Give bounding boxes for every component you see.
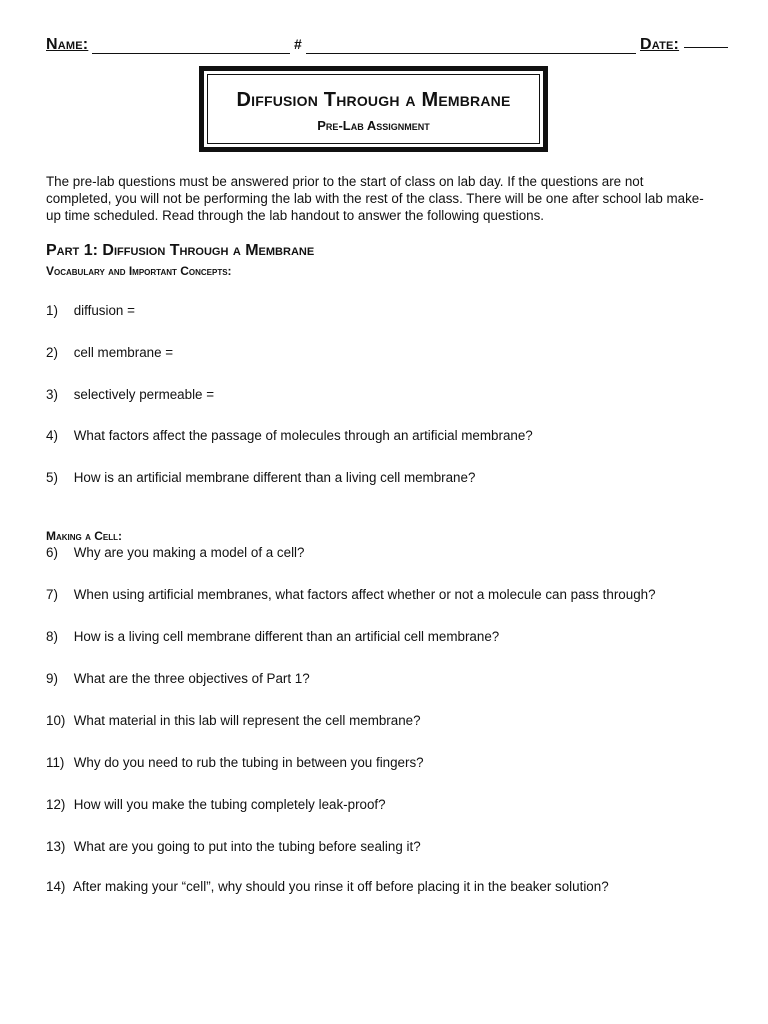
question-number: 13)	[46, 839, 66, 854]
question-item	[46, 879, 609, 894]
question-number: 14)	[46, 879, 66, 894]
question-number: 12)	[46, 797, 66, 812]
question-number: 2)	[46, 345, 58, 360]
question-item	[46, 713, 421, 728]
question-item	[46, 470, 475, 485]
date-label: Date:	[640, 36, 680, 53]
part1-title: Part 1: Diffusion Through a Membrane	[46, 242, 315, 259]
number-label: #	[294, 36, 302, 52]
question-item	[46, 345, 173, 360]
question-number: 4)	[46, 428, 58, 443]
name-label: Name:	[46, 36, 89, 53]
page-subtitle: Pre-Lab Assignment	[317, 118, 430, 133]
question-text: How is an artificial membrane different than a living cell membrane?	[73, 470, 476, 485]
question-number: 6)	[46, 545, 58, 560]
question-number: 11)	[46, 755, 65, 770]
question-text: What factors affect the passage of molecules through an artificial membrane?	[73, 428, 533, 443]
question-text: Why do you need to rub the tubing in between you fingers?	[73, 755, 424, 770]
date-line	[684, 47, 728, 48]
page-title: Diffusion Through a Membrane	[236, 89, 511, 111]
question-item	[46, 428, 533, 443]
question-item	[46, 629, 499, 644]
question-item	[46, 387, 214, 402]
question-text: How will you make the tubing completely leak-proof?	[73, 797, 386, 812]
question-item	[46, 545, 304, 560]
question-text: diffusion =	[73, 303, 135, 318]
question-item	[46, 797, 386, 812]
question-number: 9)	[46, 671, 58, 686]
question-text: selectively permeable =	[73, 387, 215, 402]
question-number: 3)	[46, 387, 58, 402]
title-box	[199, 66, 548, 152]
question-number: 7)	[46, 587, 58, 602]
question-text: Why are you making a model of a cell?	[73, 545, 305, 560]
question-item	[46, 755, 424, 770]
question-text: When using artificial membranes, what factors affect whether or not a molecule can pass through?	[73, 587, 656, 602]
question-item	[46, 839, 421, 854]
vocab-heading: Vocabulary and Important Concepts:	[46, 264, 232, 278]
question-number: 1)	[46, 303, 58, 318]
intro-paragraph: The pre-lab questions must be answered prior to the start of class on lab day. If the questions are not completed, you will not be performing the lab with the rest of the class. There will be one after school lab make-up time scheduled. Read through the lab handout to answer the following questions.	[46, 174, 704, 223]
making-cell-heading: Making a Cell:	[46, 529, 122, 543]
question-number: 10)	[46, 713, 66, 728]
question-item	[46, 303, 135, 318]
question-text: cell membrane =	[73, 345, 174, 360]
question-item	[46, 671, 310, 686]
question-number: 5)	[46, 470, 58, 485]
question-item	[46, 587, 656, 602]
question-text: What are the three objectives of Part 1?	[73, 671, 310, 686]
number-line	[306, 53, 636, 54]
question-text: What material in this lab will represent the cell membrane?	[73, 713, 421, 728]
question-text: After making your “cell”, why should you rinse it off before placing it in the beaker solution?	[72, 879, 609, 894]
question-text: How is a living cell membrane different than an artificial cell membrane?	[73, 629, 500, 644]
question-text: What are you going to put into the tubing before sealing it?	[73, 839, 421, 854]
question-number: 8)	[46, 629, 58, 644]
name-line	[92, 53, 290, 54]
